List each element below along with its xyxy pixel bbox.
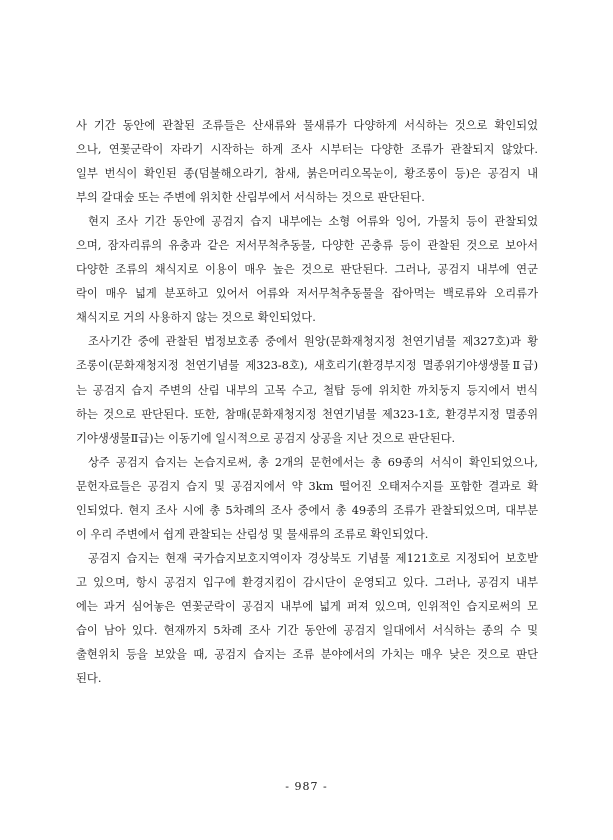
text-line: 문헌자료들은 공검지 습지 및 공검지에서 약 3km 떨어진 오태저수지를 포함한 결과로 확: [76, 479, 538, 493]
text-line: 조롱이(문화재청지정 천연기념물 제323-8호), 새호리기(환경부지정 멸종위기야생생물Ⅱ급): [76, 359, 538, 373]
text-line: 습이 남아 있다. 현재까지 5차례 조사 기간 동안에 공검지 일대에서 서식하는 종의 수 및: [76, 623, 538, 637]
text-line: 락이 매우 넓게 분포하고 있어서 어류와 저서무척추동물을 잡아먹는 백로류와 오리류가: [76, 287, 538, 301]
paragraph: [76, 114, 538, 210]
text-line: 에는 과거 심어놓은 연꽃군락이 공검지 내부에 넓게 퍼져 있으며, 인위적인 습지로써의 모: [76, 599, 538, 613]
text-line: 사 기간 동안에 관찰된 조류들은 산새류와 물새류가 다양하게 서식하는 것으로 확인되었: [76, 119, 538, 132]
text-line: 고 있으며, 항시 공검지 입구에 환경지킴이 감시단이 운영되고 있다. 그러나, 공검지 내부: [76, 575, 538, 589]
text-line: 부의 갈대숲 또는 주변에 위치한 산림부에서 서식하는 것으로 판단된다.: [76, 191, 425, 205]
text-line: 상주 공검지 습지는 논습지로써, 총 2개의 문헌에서는 총 69종의 서식이 확인되었으나,: [88, 455, 538, 469]
text-line: 현지 조사 기간 동안에 공검지 습지 내부에는 소형 어류와 잉어, 가물치 등이 관찰되었: [88, 215, 538, 229]
text-line: 기야생생물Ⅱ급)는 이동기에 일시적으로 공검지 상공을 지난 것으로 판단된다.: [76, 431, 456, 445]
text-line: 다양한 조류의 채식지로 이용이 매우 높은 것으로 판단된다. 그러나, 공검지 내부에 연군: [76, 263, 538, 277]
text-line: 으며, 잠자리류의 유충과 같은 저서무척추동물, 다양한 곤충류 등이 관찰된 것으로 보아서: [76, 239, 538, 253]
text-line: 하는 것으로 판단된다. 또한, 참매(문화재청지정 천연기념물 제323-1호, 환경부지정 멸종위: [76, 407, 538, 421]
text-line: 일부 번식이 확인된 종(덤불해오라기, 참새, 붉은머리오목눈이, 황조롱이 등)은 공검지 내: [76, 167, 538, 181]
page-number: - 987 -: [285, 780, 328, 793]
text-line: 된다.: [76, 672, 102, 686]
paragraph: [76, 547, 538, 691]
document-body: [76, 114, 538, 691]
text-line: 공검지 습지는 현재 국가습지보호지역이자 경상북도 기념물 제121호로 지정되어 보호받: [88, 551, 538, 565]
text-line: 인되었다. 현지 조사 시에 총 5차례의 조사 중에서 총 49종의 조류가 관찰되었으며, 대부분: [76, 503, 538, 517]
text-line: 채식지로 거의 사용하지 않는 것으로 확인되었다.: [76, 311, 316, 325]
text-line: 는 공검지 습지 주변의 산림 내부의 고목 수고, 철탑 등에 위치한 까치둥지 등지에서 번식: [76, 383, 538, 397]
text-line: 조사기간 중에 관찰된 법정보호종 중에서 원앙(문화재청지정 천연기념물 제327호)과 황: [88, 335, 538, 349]
paragraph: [76, 330, 538, 450]
paragraph: [76, 210, 538, 330]
text-line: 출현위치 등을 보았을 때, 공검지 습지는 조류 분야에서의 가치는 매우 낮은 것으로 판단: [76, 648, 538, 662]
paragraph: [76, 451, 538, 547]
text-line: 으나, 연꽃군락이 자라기 시작하는 하계 조사 시부터는 다양한 조류가 관찰되지 않았다.: [76, 143, 538, 157]
text-line: 이 우리 주변에서 쉽게 관찰되는 산림성 및 물새류의 조류로 확인되었다.: [76, 527, 429, 541]
